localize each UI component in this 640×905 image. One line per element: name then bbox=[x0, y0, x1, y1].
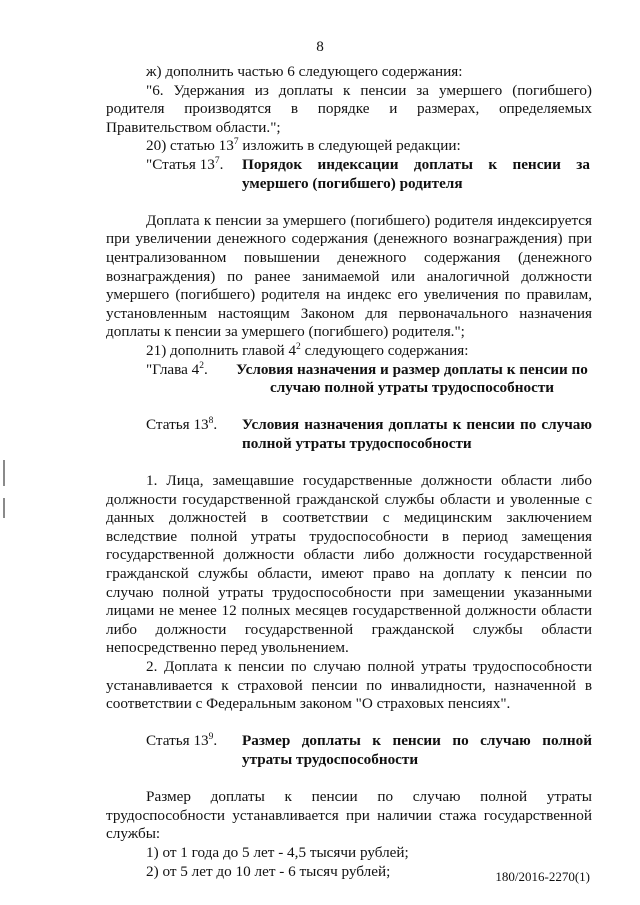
document-body bbox=[106, 63, 592, 881]
paragraph: Доплата к пенсии за умершего (погибшего) родителя индексируется при увеличении денежного содержания (денежного вознаграждения) при централизованном повышении денежного содержания (денежного вознаграждения) по ранее занимаемой или аналогичной должности умершего (погибшего) родителя на индекс его увеличения по правилам, установленным настоящим Законом для первоначального назначения доплаты к пенсии за умершего (погибшего) родителя."; bbox=[106, 211, 592, 341]
paragraph bbox=[106, 342, 592, 361]
spacer bbox=[106, 770, 592, 789]
text: . bbox=[213, 416, 218, 434]
article-13-9-heading bbox=[146, 732, 592, 769]
binding-mark bbox=[3, 498, 5, 518]
text: Статья 13 bbox=[146, 416, 209, 434]
article-title: Размер доплаты к пенсии по случаю полной утраты трудоспособности bbox=[242, 732, 592, 768]
spacer bbox=[106, 714, 592, 733]
paragraph: 1. Лица, замещавшие государственные должности области либо должности государственной гражданской службы области и уволенные с данных должностей в соответствии с медицинским заключением вследствие полной утраты трудоспособности в период замещения государственной должности области либо должности государственной гражданской службы области, имеют право на доплату к пенсии по случаю полной утраты трудоспособности при замещении указанными лицами не менее 12 полных месяцев государственной должности области либо должности государственной гражданской службы области непосредственно перед увольнением. bbox=[106, 472, 592, 657]
list-item: 1) от 1 года до 5 лет - 4,5 тысячи рублей; bbox=[146, 843, 409, 861]
text: 21) дополнить главой 4 bbox=[146, 341, 297, 359]
text: . bbox=[204, 360, 208, 378]
superscript: 7 bbox=[233, 137, 239, 148]
superscript: 2 bbox=[296, 341, 301, 352]
chapter-title: Условия назначения и размер доплаты к пенсии по случаю полной утраты трудоспособности bbox=[236, 360, 588, 397]
article-title: Условия назначения доплаты к пенсии по случаю полной утраты трудоспособности bbox=[242, 416, 592, 452]
article-title: Порядок индексации доплаты к пенсии за умершего (погибшего) родителя bbox=[242, 155, 590, 192]
article-label bbox=[146, 732, 242, 769]
binding-mark bbox=[3, 460, 5, 486]
article-13-7-heading bbox=[146, 156, 592, 193]
article-13-8-heading bbox=[146, 416, 592, 453]
paragraph: 2. Доплата к пенсии по случаю полной утраты трудоспособности устанавливается к страховой пенсии по инвалидности, назначенной в соответствии с Федеральным законом "О страховых пенсиях". bbox=[106, 658, 592, 713]
page-number: 8 bbox=[316, 38, 324, 55]
superscript: 2 bbox=[199, 360, 205, 371]
paragraph: Размер доплаты к пенсии по случаю полной утраты трудоспособности устанавливается при наличии стажа государственной службы: bbox=[106, 788, 592, 843]
text: . bbox=[213, 732, 218, 750]
superscript: 8 bbox=[208, 416, 214, 427]
chapter-label bbox=[146, 361, 232, 398]
article-label bbox=[146, 416, 242, 453]
spacer bbox=[106, 193, 592, 212]
paragraph: ж) дополнить частью 6 следующего содержания: bbox=[146, 63, 463, 80]
spacer bbox=[106, 453, 592, 472]
paragraph: "6. Удержания из доплаты к пенсии за умершего (погибшего) родителя производятся в порядке и размерах, определяемых Правительством области."; bbox=[106, 81, 592, 136]
text: 20) статью 13 bbox=[146, 137, 234, 155]
superscript: 7 bbox=[214, 155, 220, 166]
list-item: 2) от 5 лет до 10 лет - 6 тысяч рублей; bbox=[146, 862, 391, 880]
text: . bbox=[219, 155, 224, 173]
text: Статья 13 bbox=[146, 732, 209, 750]
document-registration-number: 180/2016-2270(1) bbox=[495, 869, 590, 884]
spacer bbox=[106, 398, 592, 417]
text: "Статья 13 bbox=[146, 155, 215, 173]
text: следующего содержания: bbox=[300, 341, 469, 359]
superscript: 9 bbox=[208, 732, 214, 743]
chapter-4-2-heading bbox=[146, 361, 592, 398]
article-label bbox=[146, 156, 242, 193]
paragraph bbox=[106, 137, 592, 156]
text: "Глава 4 bbox=[146, 360, 200, 378]
text: изложить в следующей редакции: bbox=[238, 137, 461, 155]
